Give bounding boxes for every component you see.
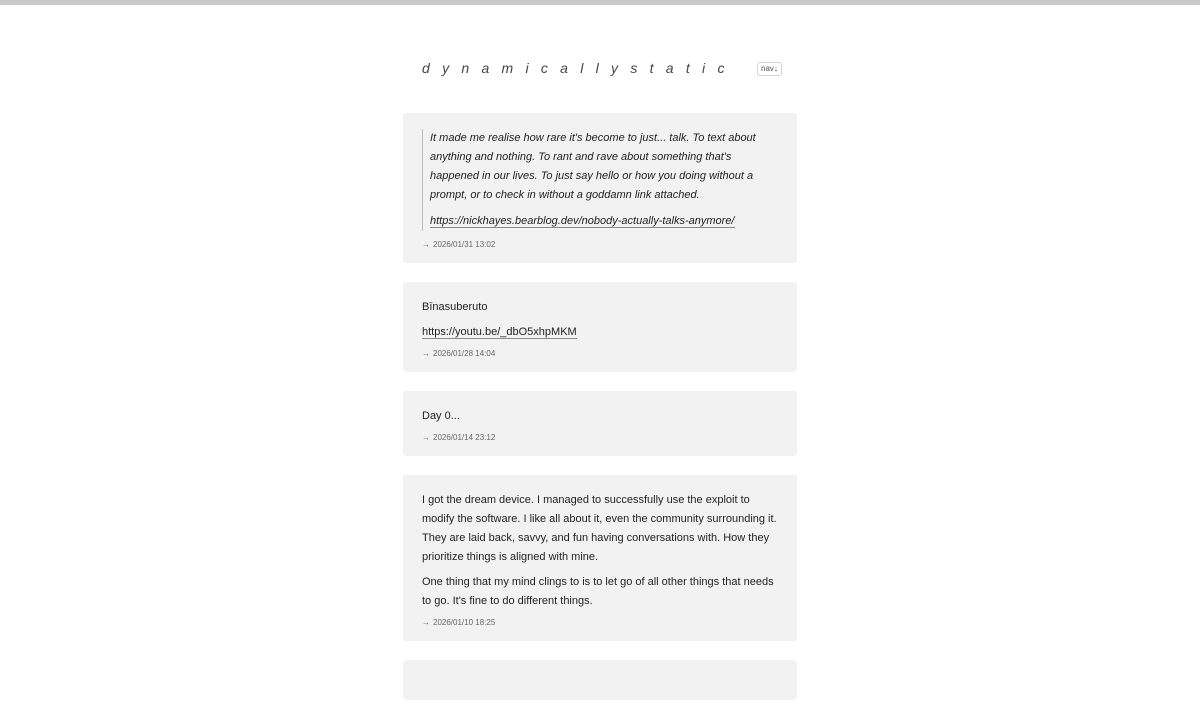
post-quote [422, 129, 778, 231]
post-timestamp[interactable] [422, 239, 778, 251]
quote-text: It made me realise how rare it's become to just... talk. To text about anything and nothing. To rant and rave about something that's happened in our lives. To just say hello or how you doing without a prompt, or to check in without a goddamn link attached. [430, 132, 756, 201]
post-date: 2026/01/31 13:02 [433, 240, 496, 249]
page-column [403, 0, 797, 719]
post-date: 2026/01/10 18:25 [433, 618, 496, 627]
post-paragraph: I got the dream device. I managed to successfully use the exploit to modify the software. I like all about it, even the community surrounding it. They are laid back, savvy, and fun having conversations with. How they prioritize things is aligned with mine. [422, 494, 777, 563]
post-timestamp[interactable] [422, 432, 778, 444]
arrow-right-icon: → [422, 240, 430, 249]
post-card-partial [403, 660, 797, 700]
post-text: Bīnasuberuto [422, 301, 488, 313]
arrow-right-icon: → [422, 433, 430, 442]
nav-toggle-button[interactable]: nav↓ [757, 62, 782, 76]
post-card [403, 391, 797, 456]
post-paragraph: One thing that my mind clings to is to let go of all other things that needs to go. It's fine to do different things. [422, 576, 774, 607]
post-text: Day 0... [422, 410, 460, 422]
post-card [403, 475, 797, 641]
post-card [403, 113, 797, 263]
post-timestamp[interactable] [422, 348, 778, 360]
post-link[interactable]: https://youtu.be/_dbO5xhpMKM [422, 326, 577, 338]
post-card [403, 282, 797, 372]
quote-source-link[interactable]: https://nickhayes.bearblog.dev/nobody-actually-talks-anymore/ [430, 215, 735, 227]
arrow-right-icon: → [422, 349, 430, 358]
post-date: 2026/01/14 23:12 [433, 433, 496, 442]
post-timestamp[interactable] [422, 617, 778, 629]
site-title-link[interactable]: d y n a m i c a l l y s t a t i c [422, 60, 729, 76]
arrow-right-icon: → [422, 618, 430, 627]
post-date: 2026/01/28 14:04 [433, 349, 496, 358]
site-header [403, 0, 797, 113]
